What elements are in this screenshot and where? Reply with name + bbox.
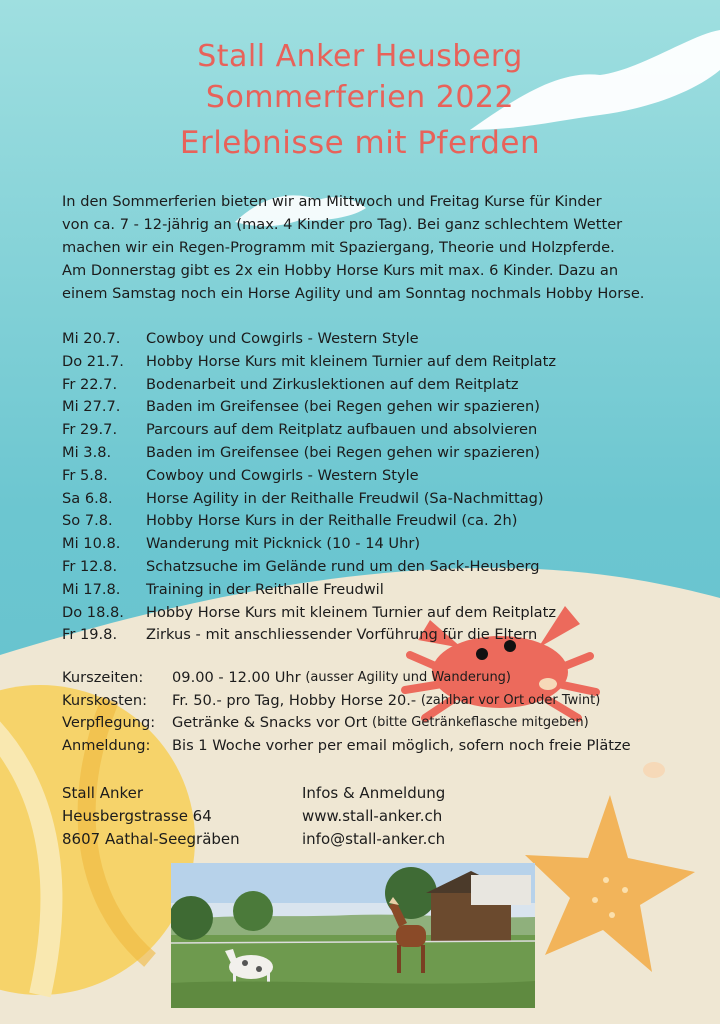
schedule-date: Fr 12.8.: [62, 557, 118, 575]
schedule-activity: Zirkus - mit anschliessender Vorführung für die Eltern: [146, 626, 538, 644]
schedule-activity: Hobby Horse Kurs mit kleinem Turnier auf dem Reitplatz: [146, 352, 556, 370]
intro-paragraph: [62, 190, 682, 305]
info-label: Kurskosten:: [62, 691, 148, 709]
schedule-row: [62, 374, 682, 397]
info-value: Fr. 50.- pro Tag, Hobby Horse 20.-: [172, 691, 417, 709]
email-link[interactable]: info@stall-anker.ch: [302, 830, 446, 848]
address-name: Stall Anker: [62, 784, 144, 802]
schedule-row: [62, 396, 682, 419]
website-link[interactable]: www.stall-anker.ch: [302, 807, 443, 825]
schedule-date: Mi 3.8.: [62, 443, 112, 461]
schedule-activity: Hobby Horse Kurs mit kleinem Turnier auf dem Reitplatz: [146, 603, 556, 621]
schedule-row: [62, 465, 682, 488]
schedule-date: So 7.8.: [62, 512, 113, 530]
schedule-date: Fr 19.8.: [62, 626, 118, 644]
schedule-activity: Horse Agility in der Reithalle Freudwil (Sa-Nachmittag): [146, 489, 544, 507]
schedule-row: [62, 624, 682, 647]
schedule-activity: Wanderung mit Picknick (10 - 14 Uhr): [146, 535, 421, 553]
page-title-line1: Stall Anker Heusberg: [197, 39, 523, 74]
page-title-line2: Sommerferien 2022: [205, 80, 515, 115]
schedule-row: [62, 419, 682, 442]
info-kurszeiten: [62, 667, 702, 690]
info-kurskosten: [62, 690, 702, 713]
schedule-row: [62, 510, 682, 533]
info-anmeldung: [62, 735, 702, 758]
info-note: (ausser Agility und Wanderung): [305, 670, 512, 685]
info-note: (zahlbar vor Ort oder Twint): [420, 692, 601, 708]
schedule-date: Fr 5.8.: [62, 466, 108, 484]
info-label: Kurszeiten:: [62, 669, 144, 686]
schedule-row: [62, 328, 682, 351]
stable-photo: [171, 863, 535, 1008]
schedule-row: [62, 351, 682, 374]
schedule-activity: Training in der Reithalle Freudwil: [146, 580, 384, 598]
info-value: 09.00 - 12.00 Uhr: [172, 669, 301, 686]
schedule-date: Mi 17.8.: [62, 580, 121, 598]
schedule-activity: Hobby Horse Kurs in der Reithalle Freudwil (ca. 2h): [146, 512, 518, 530]
schedule-activity: Bodenarbeit und Zirkuslektionen auf dem Reitplatz: [146, 375, 519, 393]
contact-block: [302, 782, 445, 851]
schedule-list: [62, 328, 682, 647]
intro-line: einem Samstag noch ein Horse Agility und am Sonntag nochmals Hobby Horse.: [62, 285, 645, 302]
page-title-line3: Erlebnisse mit Pferden: [179, 125, 541, 161]
info-verpflegung: [62, 712, 702, 735]
schedule-row: [62, 579, 682, 602]
schedule-row: [62, 602, 682, 625]
contact-heading: Infos & Anmeldung: [302, 784, 446, 802]
schedule-activity: Parcours auf dem Reitplatz aufbauen und absolvieren: [146, 421, 538, 439]
schedule-activity: Cowboy und Cowgirls - Western Style: [146, 330, 419, 347]
schedule-activity: Baden im Greifensee (bei Regen gehen wir spazieren): [146, 398, 540, 416]
intro-line: In den Sommerferien bieten wir am Mittwoch und Freitag Kurse für Kinder: [62, 193, 602, 210]
intro-line: von ca. 7 - 12-jährig an (max. 4 Kinder pro Tag). Bei ganz schlechtem Wetter: [62, 216, 623, 233]
address-city: 8607 Aathal-Seegräben: [62, 830, 240, 848]
schedule-date: Mi 10.8.: [62, 535, 121, 553]
schedule-date: Do 21.7.: [62, 352, 124, 370]
schedule-activity: Schatzsuche im Gelände rund um den Sack-Heusberg: [146, 557, 540, 575]
schedule-date: Do 18.8.: [62, 603, 124, 621]
schedule-row: [62, 442, 682, 465]
schedule-activity: Baden im Greifensee (bei Regen gehen wir spazieren): [146, 443, 540, 461]
schedule-row: [62, 556, 682, 579]
schedule-date: Sa 6.8.: [62, 489, 113, 507]
schedule-activity: Cowboy und Cowgirls - Western Style: [146, 466, 419, 484]
schedule-row: [62, 488, 682, 511]
schedule-row: [62, 533, 682, 556]
schedule-date: Mi 20.7.: [62, 330, 121, 347]
info-label: Anmeldung:: [62, 736, 151, 754]
address-block: [62, 782, 240, 851]
intro-line: Am Donnerstag gibt es 2x ein Hobby Horse Kurs mit max. 6 Kinder. Dazu an: [62, 262, 619, 279]
intro-line: machen wir ein Regen-Programm mit Spaziergang, Theorie und Holzpferde.: [62, 239, 615, 256]
pebble: [643, 762, 665, 778]
schedule-date: Mi 27.7.: [62, 398, 121, 416]
info-value: Bis 1 Woche vorher per email möglich, sofern noch freie Plätze: [172, 736, 631, 754]
schedule-date: Fr 22.7.: [62, 375, 118, 393]
info-label: Verpflegung:: [62, 714, 156, 731]
schedule-date: Fr 29.7.: [62, 421, 118, 439]
info-value: Getränke & Snacks vor Ort: [172, 714, 368, 731]
info-note: (bitte Getränkeflasche mitgeben): [372, 715, 589, 730]
address-street: Heusbergstrasse 64: [62, 807, 212, 825]
course-info: [62, 667, 702, 757]
